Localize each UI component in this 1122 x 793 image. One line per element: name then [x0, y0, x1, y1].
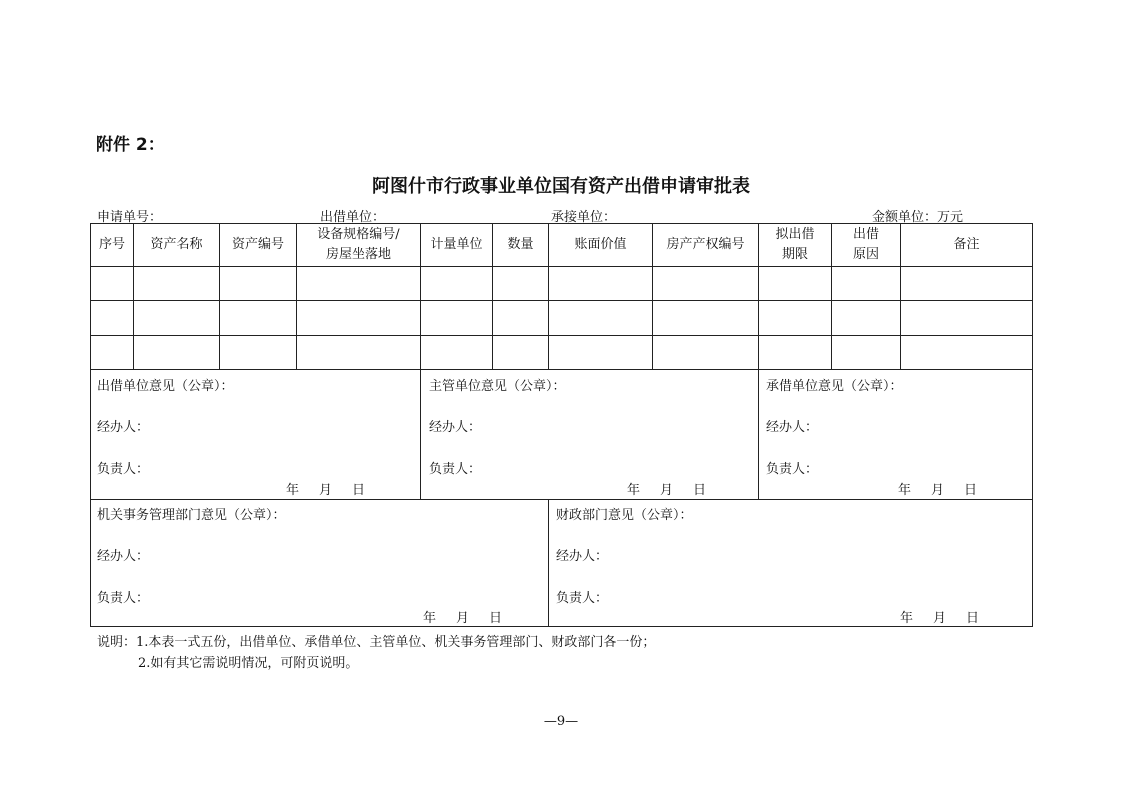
table-row[interactable]	[91, 301, 1032, 335]
date-line: 年 月 日	[286, 483, 366, 498]
table-row[interactable]	[91, 267, 1032, 300]
table-row[interactable]	[91, 336, 1032, 369]
header-property-no: 房产产权编号	[666, 237, 745, 252]
apply-number-label: 申请单号：	[97, 210, 163, 225]
page-number: —9—	[543, 714, 579, 729]
responsible-label: 负责人：	[97, 591, 150, 606]
opinion-title: 主管单位意见（公章）：	[429, 379, 566, 394]
header-asset-code: 资产编号	[231, 237, 284, 252]
opinion-title: 出借单位意见（公章）：	[97, 379, 234, 394]
responsible-label: 负责人：	[556, 591, 609, 606]
notes-line-1: 说明：1.本表一式五份，出借单位、承借单位、主管单位、机关事务管理部门、财政部门各一份；	[97, 635, 656, 650]
handler-label: 经办人：	[429, 420, 482, 435]
lender-unit-label: 出借单位：	[320, 210, 386, 225]
date-line: 年 月 日	[898, 483, 978, 498]
header-reason-line1: 出借	[852, 227, 879, 242]
date-line: 年 月 日	[627, 483, 707, 498]
responsible-label: 负责人：	[766, 462, 819, 477]
handler-label: 经办人：	[97, 549, 150, 564]
attachment-label: 附件 2：	[96, 135, 165, 155]
opinion-title: 财政部门意见（公章）：	[556, 508, 693, 523]
amount-unit-label: 金额单位：万元	[872, 210, 964, 225]
header-remarks: 备注	[953, 237, 980, 252]
borrower-unit-label: 承接单位：	[551, 210, 617, 225]
date-line: 年 月 日	[900, 611, 980, 626]
header-asset-name: 资产名称	[150, 237, 203, 252]
header-unit: 计量单位	[430, 237, 483, 252]
form-title: 阿图什市行政事业单位国有资产出借申请审批表	[372, 176, 750, 197]
opinion-title: 机关事务管理部门意见（公章）：	[97, 508, 286, 523]
date-line: 年 月 日	[423, 611, 503, 626]
handler-label: 经办人：	[766, 420, 819, 435]
header-spec-line1: 设备规格编号/	[317, 227, 400, 242]
header-term-line1: 拟出借	[775, 227, 815, 242]
header-quantity: 数量	[507, 237, 534, 252]
opinion-title: 承借单位意见（公章）：	[766, 379, 903, 394]
responsible-label: 负责人：	[97, 462, 150, 477]
responsible-label: 负责人：	[429, 462, 482, 477]
header-reason-line2: 原因	[852, 247, 879, 262]
header-book-value: 账面价值	[574, 237, 627, 252]
header-seq: 序号	[98, 237, 125, 252]
header-spec-line2: 房屋坐落地	[325, 247, 391, 262]
handler-label: 经办人：	[556, 549, 609, 564]
notes-line-2: 2.如有其它需说明情况，可附页说明。	[138, 656, 359, 671]
handler-label: 经办人：	[97, 420, 150, 435]
header-term-line2: 期限	[781, 247, 808, 262]
